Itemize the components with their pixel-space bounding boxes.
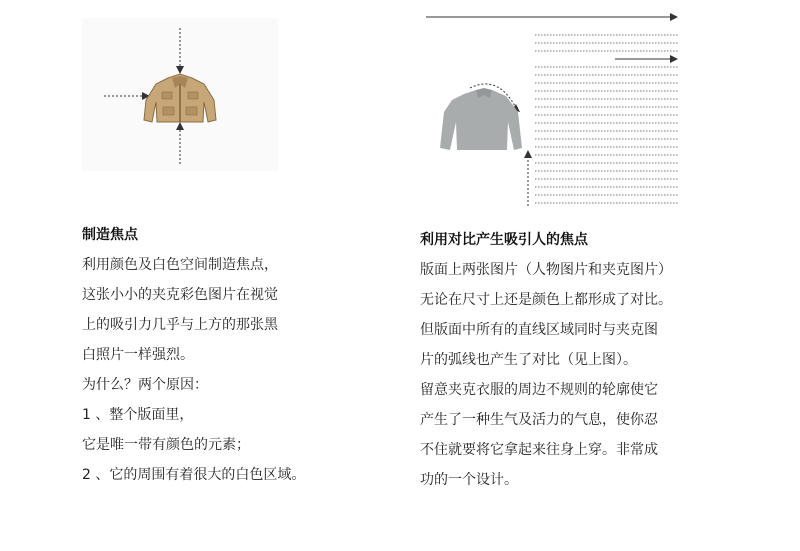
- right-line: 不住就要将它拿起来往身上穿。非常成: [420, 442, 658, 458]
- arrow-bottom-icon: [176, 122, 184, 164]
- jacket-gray-figure: [420, 8, 690, 213]
- right-line: 留意夹克衣服的周边不规则的轮廓使它: [420, 382, 658, 398]
- left-line: 白照片一样强烈。: [82, 347, 194, 363]
- left-line: 这张小小的夹克彩色图片在视觉: [82, 287, 278, 303]
- dashed-lines: [535, 35, 678, 203]
- jacket-color-photo: [144, 74, 216, 122]
- arrow-right-short-icon: [615, 55, 678, 63]
- right-line: 功的一个设计。: [420, 472, 518, 488]
- left-line: 为什么？两个原因：: [82, 377, 208, 393]
- arrow-right-long-icon: [426, 13, 678, 21]
- left-line: 利用颜色及白色空间制造焦点，: [82, 257, 278, 273]
- right-line: 片的弧线也产生了对比（见上图）。: [420, 352, 637, 368]
- jacket-color-figure: [82, 18, 278, 171]
- left-heading: 制造焦点: [82, 227, 138, 243]
- right-heading: 利用对比产生吸引人的焦点: [420, 232, 588, 248]
- right-line: 产生了一种生气及活力的气息，使你忍: [420, 412, 658, 428]
- contrast-lines-illustration: [420, 8, 690, 213]
- left-line: 2 、它的周围有着很大的白色区域。: [82, 467, 306, 483]
- right-line: 无论在尺寸上还是颜色上都形成了对比。: [420, 292, 672, 308]
- right-line: 版面上两张图片（人物图片和夹克图片）: [420, 262, 672, 278]
- right-line: 但版面中所有的直线区域同时与夹克图: [420, 322, 658, 338]
- arrow-up-icon: [524, 150, 532, 206]
- arrow-top-icon: [176, 28, 184, 74]
- jacket-color-illustration: [82, 18, 278, 171]
- left-line: 1 、整个版面里，: [82, 407, 194, 423]
- left-line: 上的吸引力几乎与上方的那张黑: [82, 317, 278, 333]
- left-line: 它是唯一带有颜色的元素；: [82, 437, 250, 453]
- arrow-left-icon: [104, 92, 150, 100]
